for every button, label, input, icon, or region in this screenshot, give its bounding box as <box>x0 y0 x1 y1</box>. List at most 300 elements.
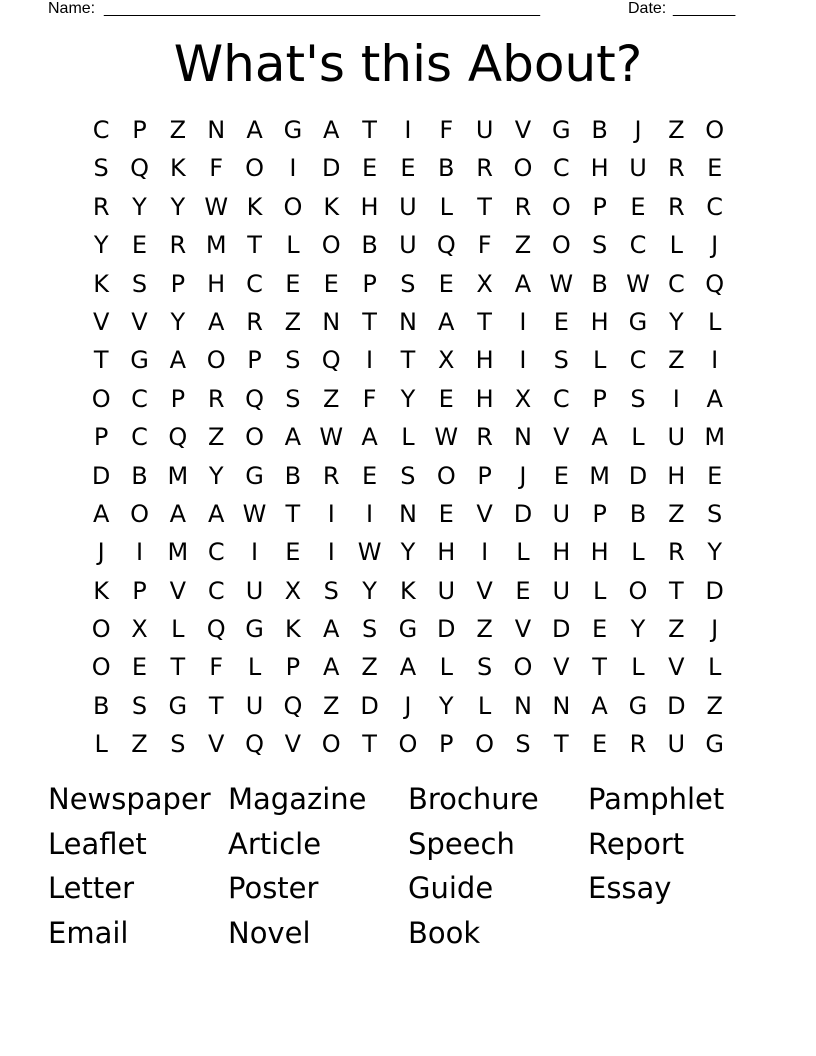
grid-letter[interactable]: O <box>551 192 571 221</box>
grid-letter[interactable]: M <box>205 231 227 260</box>
grid-letter[interactable]: D <box>513 499 533 528</box>
grid-letter[interactable]: A <box>169 346 187 375</box>
grid-letter[interactable]: A <box>706 384 723 413</box>
grid-letter[interactable]: R <box>514 192 532 221</box>
grid-letter[interactable]: S <box>476 653 493 682</box>
grid-letter[interactable]: S <box>553 346 569 375</box>
grid-letter[interactable]: U <box>245 691 264 720</box>
grid-letter[interactable]: H <box>667 461 686 490</box>
grid-letter[interactable]: F <box>209 653 224 682</box>
grid-letter[interactable]: U <box>667 730 686 759</box>
word-list-item: Novel <box>228 915 311 950</box>
grid-letter[interactable]: G <box>628 691 648 720</box>
grid-letter[interactable]: B <box>284 461 302 490</box>
grid-letter[interactable]: P <box>247 346 262 375</box>
grid-letter[interactable]: X <box>284 576 302 605</box>
grid-letter[interactable]: E <box>438 269 454 298</box>
grid-letter[interactable]: R <box>476 423 493 452</box>
grid-letter[interactable]: B <box>92 691 110 720</box>
grid-letter[interactable]: Y <box>170 192 186 221</box>
grid-letter[interactable]: X <box>476 269 493 298</box>
grid-letter[interactable]: E <box>515 576 531 605</box>
grid-letter[interactable]: E <box>553 307 569 336</box>
grid-letter[interactable]: A <box>169 499 187 528</box>
grid-letter[interactable]: Q <box>245 730 264 759</box>
grid-letter[interactable]: S <box>131 691 148 720</box>
grid-letter[interactable]: K <box>169 154 186 183</box>
grid-letter[interactable]: R <box>667 154 685 183</box>
grid-letter[interactable]: O <box>91 653 111 682</box>
grid-letter[interactable]: O <box>513 653 533 682</box>
grid-letter[interactable]: C <box>706 192 724 221</box>
grid-letter[interactable]: O <box>321 730 341 759</box>
grid-letter[interactable]: P <box>170 384 186 413</box>
grid-letter[interactable]: K <box>246 192 263 221</box>
grid-letter[interactable]: O <box>628 576 648 605</box>
grid-letter[interactable]: D <box>667 691 686 720</box>
grid-letter[interactable]: T <box>400 346 416 375</box>
grid-letter[interactable]: O <box>513 154 533 183</box>
grid-letter[interactable]: A <box>207 499 225 528</box>
grid-letter[interactable]: S <box>93 154 109 183</box>
grid-letter[interactable]: T <box>592 653 607 682</box>
grid-letter[interactable]: L <box>94 730 108 759</box>
grid-letter[interactable]: M <box>704 423 726 452</box>
grid-letter[interactable]: Z <box>668 499 685 528</box>
grid-letter[interactable]: P <box>132 116 147 144</box>
grid-letter[interactable]: J <box>97 538 105 567</box>
grid-letter[interactable]: E <box>361 154 378 183</box>
grid-row <box>82 111 734 149</box>
grid-letter[interactable]: N <box>322 307 341 336</box>
grid-letter[interactable]: P <box>285 653 301 682</box>
grid-letter[interactable]: O <box>436 461 456 490</box>
grid-letter[interactable]: K <box>400 576 416 605</box>
grid-letter[interactable]: L <box>631 423 645 452</box>
grid-letter[interactable]: C <box>552 384 570 413</box>
grid-letter[interactable]: A <box>323 615 340 644</box>
grid-letter[interactable]: E <box>285 269 301 298</box>
grid-letter[interactable]: Q <box>321 346 341 375</box>
grid-letter[interactable]: T <box>247 231 262 260</box>
grid-letter[interactable]: P <box>362 269 377 298</box>
grid-letter[interactable]: O <box>398 730 418 759</box>
grid-letter[interactable]: Q <box>436 231 456 260</box>
grid-letter[interactable]: G <box>628 307 648 336</box>
grid-letter[interactable]: O <box>283 192 303 221</box>
grid-letter[interactable]: S <box>170 730 186 759</box>
grid-letter[interactable]: L <box>631 538 645 567</box>
grid-letter[interactable]: P <box>93 423 109 452</box>
grid-letter[interactable]: F <box>477 231 492 260</box>
grid-letter[interactable]: O <box>551 231 571 260</box>
grid-letter[interactable]: M <box>167 538 189 567</box>
grid-letter[interactable]: V <box>476 576 493 605</box>
grid-letter[interactable]: O <box>91 384 111 413</box>
grid-letter[interactable]: Z <box>706 691 723 720</box>
grid-letter[interactable]: P <box>592 499 607 528</box>
grid-letter[interactable]: V <box>514 615 532 644</box>
grid-letter[interactable]: A <box>246 116 263 144</box>
grid-letter[interactable]: O <box>130 499 149 528</box>
grid-letter[interactable]: Y <box>707 538 722 567</box>
grid-letter[interactable]: D <box>360 691 379 720</box>
grid-letter[interactable]: G <box>245 615 264 644</box>
grid-letter[interactable]: Z <box>169 116 187 144</box>
grid-letter[interactable]: C <box>667 269 685 298</box>
grid-letter[interactable]: K <box>93 576 110 605</box>
grid-letter[interactable]: N <box>513 691 532 720</box>
grid-letter[interactable]: A <box>207 307 225 336</box>
word-list-item: Letter <box>48 871 134 905</box>
grid-letter[interactable]: L <box>707 653 722 682</box>
grid-letter[interactable]: S <box>707 499 723 528</box>
grid-letter[interactable]: L <box>477 691 492 720</box>
grid-letter[interactable]: W <box>204 192 229 221</box>
grid-letter[interactable]: V <box>668 653 685 682</box>
grid-letter[interactable]: C <box>629 231 647 260</box>
grid-letter[interactable]: O <box>245 154 264 183</box>
grid-letter[interactable]: L <box>669 231 684 260</box>
grid-letter[interactable]: S <box>285 346 301 375</box>
grid-letter[interactable]: L <box>439 653 453 682</box>
grid-letter[interactable]: Z <box>131 730 148 759</box>
grid-letter[interactable]: V <box>476 499 493 528</box>
grid-letter[interactable]: E <box>630 192 646 221</box>
grid-letter[interactable]: Y <box>170 307 186 336</box>
grid-letter[interactable]: L <box>592 576 607 605</box>
grid-letter[interactable]: I <box>251 538 259 567</box>
grid-letter[interactable]: B <box>361 231 378 260</box>
grid-letter[interactable]: J <box>711 231 719 260</box>
grid-letter[interactable]: H <box>590 538 609 567</box>
grid-letter[interactable]: U <box>629 154 647 183</box>
grid-letter[interactable]: E <box>592 615 608 644</box>
grid-letter[interactable]: Z <box>323 384 340 413</box>
grid-letter[interactable]: H <box>590 307 609 336</box>
grid-letter[interactable]: S <box>323 576 339 605</box>
word-list-item: Essay <box>588 871 672 905</box>
grid-letter[interactable]: G <box>551 116 571 144</box>
grid-letter[interactable]: S <box>400 461 416 490</box>
grid-letter[interactable]: P <box>439 730 454 759</box>
grid-letter[interactable]: G <box>168 691 188 720</box>
grid-letter[interactable]: V <box>207 730 225 759</box>
word-list-item: Pamphlet <box>588 782 725 816</box>
grid-letter[interactable]: E <box>438 384 454 413</box>
grid-letter[interactable]: I <box>711 346 719 375</box>
grid-letter[interactable]: L <box>401 423 415 452</box>
grid-letter[interactable]: O <box>245 423 264 452</box>
grid-letter[interactable]: E <box>131 653 148 682</box>
grid-letter[interactable]: H <box>475 346 494 375</box>
grid-letter[interactable]: E <box>361 461 378 490</box>
grid-letter[interactable]: S <box>592 231 608 260</box>
grid-letter[interactable]: G <box>398 615 418 644</box>
grid-letter[interactable]: R <box>476 154 493 183</box>
grid-letter[interactable]: I <box>327 538 335 567</box>
grid-letter[interactable]: B <box>131 461 148 490</box>
grid-letter[interactable]: C <box>246 269 263 298</box>
grid-letter[interactable]: D <box>552 615 571 644</box>
grid-letter[interactable]: U <box>667 423 686 452</box>
grid-letter[interactable]: C <box>131 423 148 452</box>
grid-letter[interactable]: I <box>366 499 374 528</box>
grid-letter[interactable]: Y <box>208 461 224 490</box>
grid-letter[interactable]: K <box>285 615 301 644</box>
grid-letter[interactable]: E <box>285 538 301 567</box>
grid-letter[interactable]: S <box>285 384 301 413</box>
grid-letter[interactable]: S <box>361 615 378 644</box>
grid-letter[interactable]: T <box>362 730 377 759</box>
grid-letter[interactable]: C <box>131 384 148 413</box>
grid-letter[interactable]: H <box>207 269 226 298</box>
grid-letter[interactable]: J <box>634 116 642 144</box>
grid-letter[interactable]: D <box>91 461 111 490</box>
grid-letter[interactable]: G <box>705 730 724 759</box>
grid-letter[interactable]: H <box>360 192 379 221</box>
grid-letter[interactable]: H <box>552 538 571 567</box>
grid-letter[interactable]: C <box>207 576 225 605</box>
grid-letter[interactable]: A <box>323 116 340 144</box>
grid-letter[interactable]: U <box>437 576 456 605</box>
grid-letter[interactable]: E <box>323 269 339 298</box>
grid-letter[interactable]: O <box>206 346 226 375</box>
grid-row <box>82 457 734 495</box>
grid-letter[interactable]: N <box>513 423 532 452</box>
grid-letter[interactable]: I <box>289 154 297 183</box>
grid-letter[interactable]: B <box>591 116 608 144</box>
grid-letter[interactable]: W <box>357 538 382 567</box>
grid-letter[interactable]: Z <box>476 615 493 644</box>
grid-letter[interactable]: R <box>667 538 685 567</box>
grid-letter[interactable]: T <box>477 192 492 221</box>
grid-letter[interactable]: W <box>434 423 459 452</box>
grid-letter[interactable]: A <box>438 307 455 336</box>
grid-letter[interactable]: T <box>170 653 186 682</box>
grid-letter[interactable]: T <box>93 346 109 375</box>
grid-letter[interactable]: R <box>667 192 685 221</box>
grid-letter[interactable]: X <box>131 615 148 644</box>
grid-letter[interactable]: U <box>399 231 417 260</box>
grid-letter[interactable]: I <box>327 499 335 528</box>
grid-letter[interactable]: Z <box>361 653 378 682</box>
grid-letter[interactable]: T <box>362 307 377 336</box>
grid-letter[interactable]: E <box>438 499 454 528</box>
grid-letter[interactable]: V <box>514 116 532 144</box>
grid-letter[interactable]: U <box>399 192 417 221</box>
grid-letter[interactable]: M <box>589 461 610 490</box>
grid-letter[interactable]: P <box>592 384 607 413</box>
grid-letter[interactable]: Z <box>668 116 685 144</box>
grid-letter[interactable]: I <box>135 538 144 567</box>
grid-letter[interactable]: Q <box>283 691 303 720</box>
grid-letter[interactable]: I <box>519 346 527 375</box>
grid-letter[interactable]: A <box>284 423 302 452</box>
grid-letter[interactable]: T <box>668 576 684 605</box>
grid-letter[interactable]: B <box>591 269 608 298</box>
grid-letter[interactable]: H <box>590 154 609 183</box>
grid-letter[interactable]: F <box>362 384 377 413</box>
grid-letter[interactable]: C <box>629 346 647 375</box>
grid-letter[interactable]: V <box>284 730 302 759</box>
grid-letter[interactable]: L <box>171 615 185 644</box>
grid-letter[interactable]: V <box>169 576 187 605</box>
grid-letter[interactable]: N <box>552 691 571 720</box>
word-list-item: Article <box>228 826 322 861</box>
grid-letter[interactable]: Q <box>168 423 188 452</box>
grid-letter[interactable]: Q <box>705 269 725 298</box>
grid-letter[interactable]: D <box>705 576 724 605</box>
grid-letter[interactable]: Y <box>668 307 684 336</box>
grid-letter[interactable]: R <box>92 192 110 221</box>
grid-letter[interactable]: U <box>245 576 264 605</box>
grid-letter[interactable]: T <box>362 116 377 144</box>
grid-letter[interactable]: R <box>322 461 340 490</box>
grid-letter[interactable]: C <box>92 116 110 144</box>
grid-letter[interactable]: V <box>553 423 570 452</box>
grid-letter[interactable]: L <box>516 538 530 567</box>
grid-letter[interactable]: R <box>246 307 263 336</box>
grid-letter[interactable]: W <box>242 499 267 528</box>
grid-letter[interactable]: T <box>553 730 569 759</box>
grid-letter[interactable]: U <box>552 576 571 605</box>
grid-letter[interactable]: I <box>404 116 412 144</box>
grid-letter[interactable]: W <box>549 269 574 298</box>
word-list-item: Book <box>408 915 481 950</box>
grid-letter[interactable]: U <box>552 499 571 528</box>
grid-letter[interactable]: R <box>629 730 647 759</box>
grid-letter[interactable]: H <box>475 384 494 413</box>
grid-letter[interactable]: T <box>285 499 301 528</box>
grid-letter[interactable]: T <box>208 691 224 720</box>
grid-letter[interactable]: P <box>132 576 147 605</box>
grid-letter[interactable]: E <box>592 730 608 759</box>
grid-letter[interactable]: P <box>477 461 492 490</box>
grid-letter[interactable]: K <box>93 269 110 298</box>
date-field-line[interactable]: _______ <box>673 0 736 17</box>
grid-letter[interactable]: Z <box>668 346 685 375</box>
grid-letter[interactable]: S <box>630 384 646 413</box>
grid-letter[interactable]: Z <box>514 231 532 260</box>
grid-letter[interactable]: S <box>131 269 148 298</box>
grid-letter[interactable]: I <box>366 346 374 375</box>
grid-letter[interactable]: C <box>207 538 225 567</box>
grid-letter[interactable]: I <box>672 384 680 413</box>
grid-letter[interactable]: V <box>553 653 570 682</box>
grid-letter[interactable]: L <box>439 192 453 221</box>
grid-letter[interactable]: T <box>477 307 492 336</box>
grid-letter[interactable]: W <box>319 423 344 452</box>
grid-letter[interactable]: J <box>711 615 719 644</box>
grid-letter[interactable]: V <box>131 307 148 336</box>
grid-letter[interactable]: P <box>592 192 607 221</box>
grid-letter[interactable]: A <box>514 269 532 298</box>
grid-letter[interactable]: O <box>91 615 111 644</box>
grid-letter[interactable]: S <box>400 269 416 298</box>
grid-letter[interactable]: A <box>591 691 608 720</box>
grid-letter[interactable]: A <box>399 653 417 682</box>
grid-letter[interactable]: F <box>209 154 224 183</box>
grid-letter[interactable]: O <box>705 116 725 144</box>
grid-letter[interactable]: Z <box>207 423 225 452</box>
name-field-line[interactable]: _________________________________________________ <box>104 0 541 17</box>
grid-letter[interactable]: Y <box>362 576 377 605</box>
grid-letter[interactable]: F <box>439 116 454 144</box>
grid-letter[interactable]: L <box>247 653 262 682</box>
grid-letter[interactable]: G <box>245 461 264 490</box>
grid-letter[interactable]: J <box>519 461 527 490</box>
grid-letter[interactable]: A <box>92 499 110 528</box>
grid-letter[interactable]: I <box>481 538 489 567</box>
grid-letter[interactable]: Y <box>400 384 416 413</box>
grid-letter[interactable]: J <box>404 691 412 720</box>
grid-letter[interactable]: Y <box>93 231 109 260</box>
grid-letter[interactable]: A <box>323 653 340 682</box>
word-list-item: Leaflet <box>48 826 147 861</box>
grid-letter[interactable]: Z <box>323 691 340 720</box>
grid-letter[interactable]: B <box>438 154 455 183</box>
grid-letter[interactable]: Y <box>400 538 416 567</box>
grid-letter[interactable]: Y <box>630 615 646 644</box>
grid-letter[interactable]: Z <box>284 307 302 336</box>
grid-letter[interactable]: P <box>170 269 186 298</box>
grid-letter[interactable]: E <box>707 154 723 183</box>
grid-letter[interactable]: Q <box>206 615 226 644</box>
grid-letter[interactable]: W <box>626 269 650 298</box>
grid-letter[interactable]: D <box>321 154 341 183</box>
grid-letter[interactable]: O <box>321 231 341 260</box>
grid-letter[interactable]: E <box>707 461 723 490</box>
grid-letter[interactable]: R <box>169 231 187 260</box>
grid-letter[interactable]: N <box>207 116 226 144</box>
grid-letter[interactable]: Y <box>132 192 147 221</box>
grid-letter[interactable]: X <box>514 384 532 413</box>
grid-letter[interactable]: R <box>207 384 225 413</box>
grid-letter[interactable]: H <box>437 538 456 567</box>
grid-letter[interactable]: K <box>323 192 340 221</box>
grid-letter[interactable]: Q <box>130 154 149 183</box>
grid-letter[interactable]: E <box>553 461 569 490</box>
grid-letter[interactable]: A <box>591 423 608 452</box>
grid-letter[interactable]: U <box>475 116 494 144</box>
grid-letter[interactable]: B <box>629 499 647 528</box>
grid-letter[interactable]: V <box>92 307 110 336</box>
grid-letter[interactable]: E <box>131 231 148 260</box>
grid-letter[interactable]: D <box>628 461 648 490</box>
grid-letter[interactable]: L <box>592 346 607 375</box>
grid-letter[interactable]: A <box>361 423 378 452</box>
grid-letter[interactable]: M <box>167 461 189 490</box>
grid-letter[interactable]: L <box>286 231 300 260</box>
grid-letter[interactable]: Q <box>245 384 264 413</box>
grid-letter[interactable]: N <box>398 307 417 336</box>
grid-letter[interactable]: E <box>400 154 416 183</box>
grid-letter[interactable]: O <box>475 730 495 759</box>
grid-letter[interactable]: I <box>519 307 527 336</box>
grid-letter[interactable]: G <box>283 116 303 144</box>
grid-letter[interactable]: S <box>515 730 531 759</box>
grid-letter[interactable]: L <box>631 653 645 682</box>
grid-letter[interactable]: Y <box>438 691 454 720</box>
grid-letter[interactable]: X <box>438 346 455 375</box>
grid-letter[interactable]: G <box>130 346 149 375</box>
grid-letter[interactable]: C <box>552 154 570 183</box>
grid-letter[interactable]: D <box>437 615 456 644</box>
grid-letter[interactable]: N <box>398 499 417 528</box>
grid-letter[interactable]: L <box>707 307 722 336</box>
grid-letter[interactable]: Z <box>668 615 685 644</box>
